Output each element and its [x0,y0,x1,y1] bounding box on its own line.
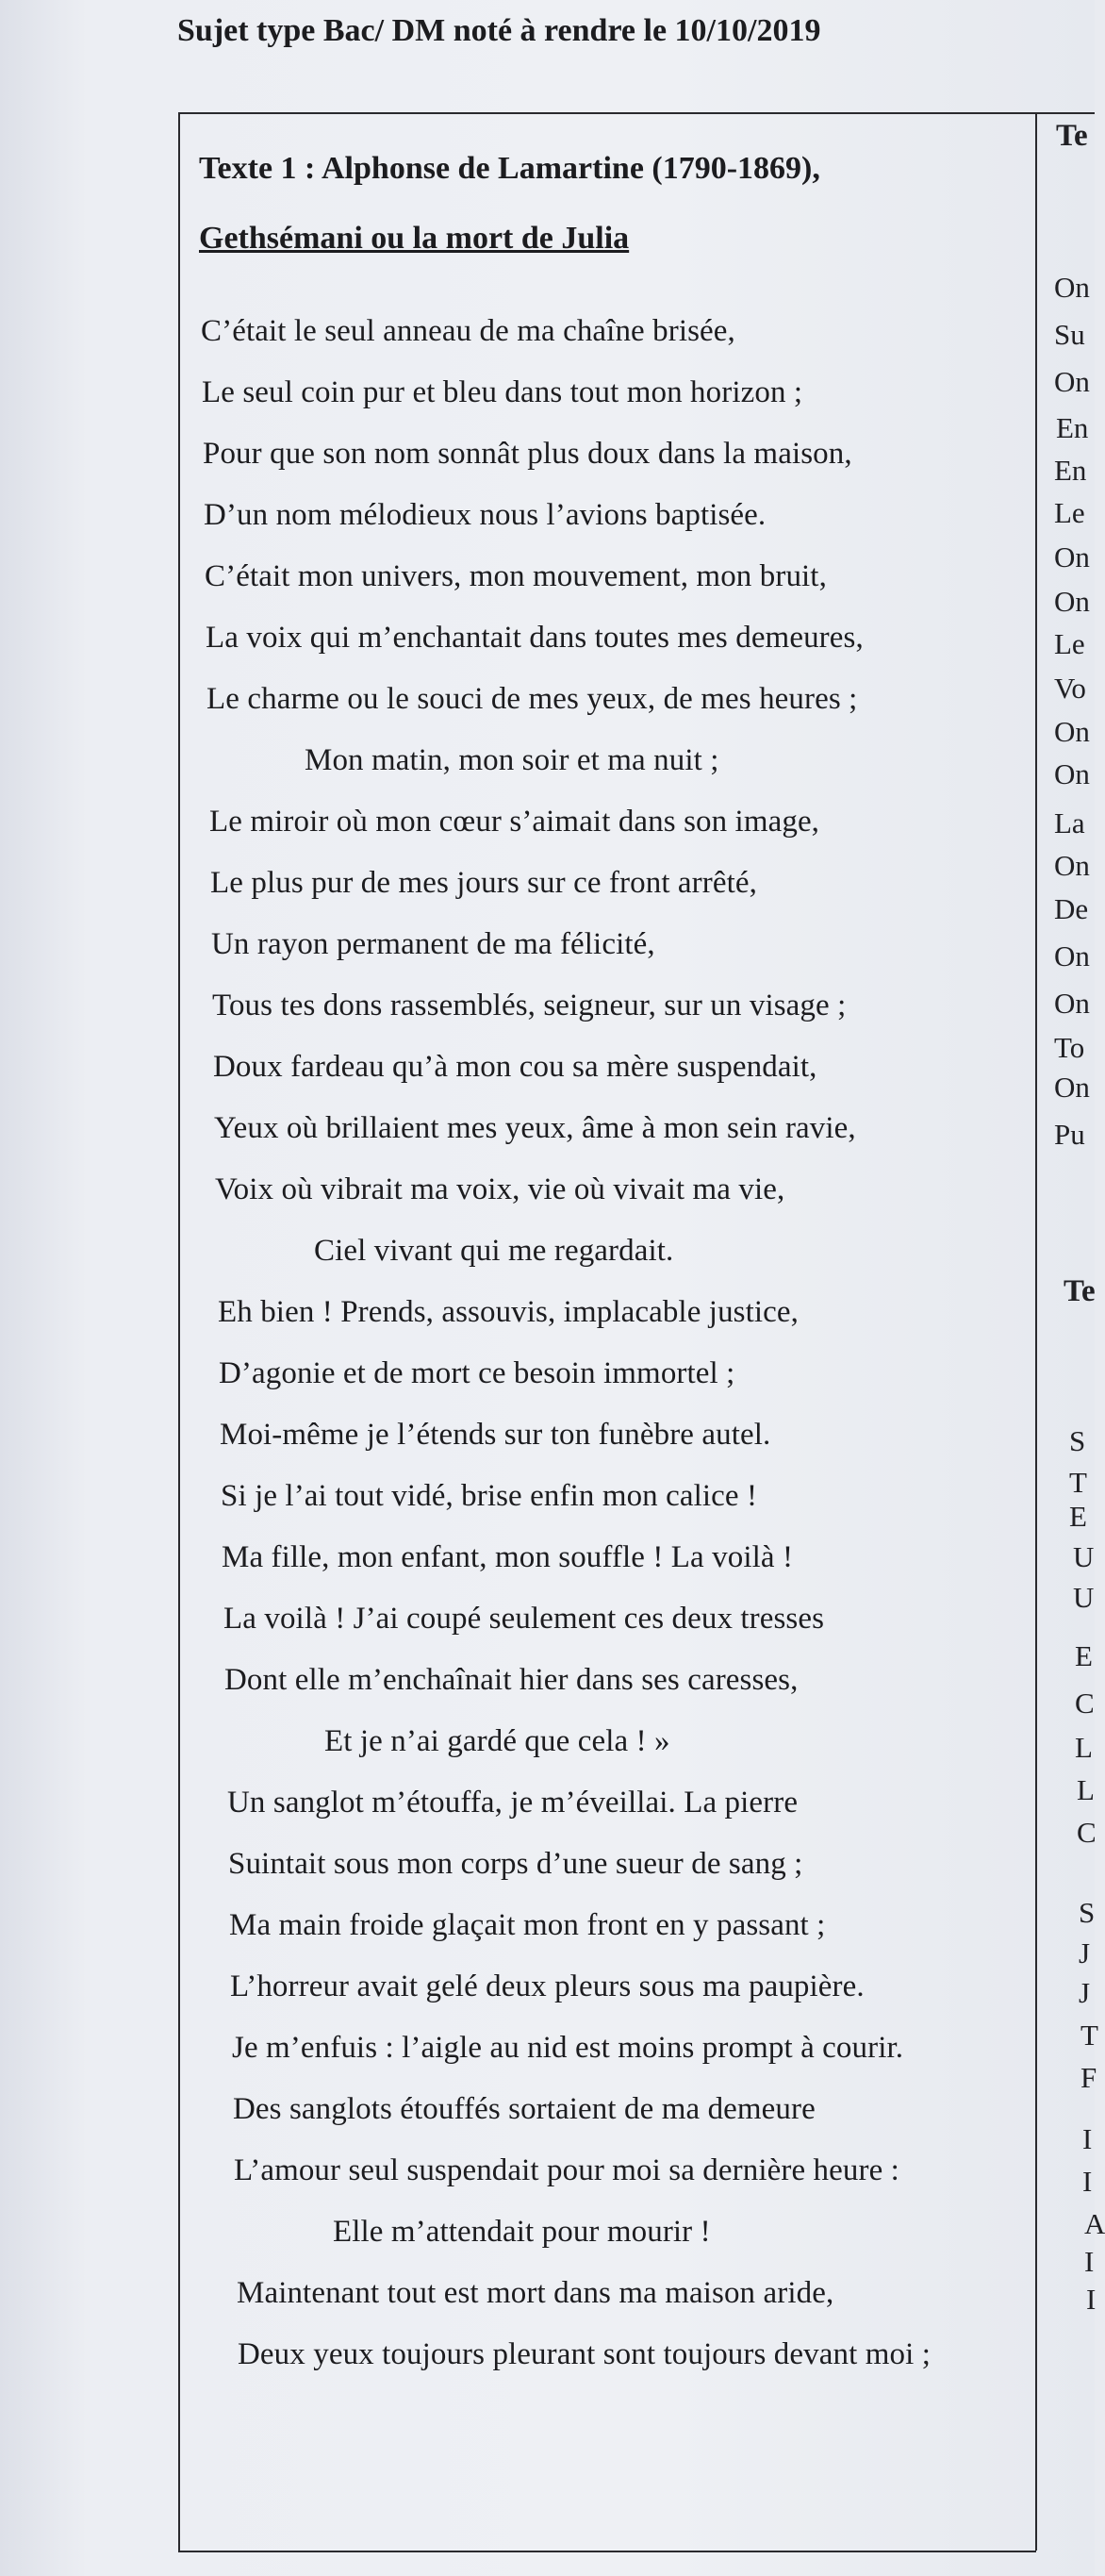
poem-line: L’amour seul suspendait pour moi sa dernière heure : [234,2153,899,2187]
poem-line: Yeux où brillaient mes yeux, âme à mon sein ravie, [214,1111,856,1145]
poem-line: Ciel vivant qui me regardait. [314,1234,674,1268]
right-column-fragment: De [1054,892,1089,925]
right-column-fragment: Te [1064,1274,1096,1308]
poem-line: Eh bien ! Prends, assouvis, implacable justice, [218,1295,799,1329]
poem-line: D’un nom mélodieux nous l’avions baptisée. [204,498,767,532]
right-column-fragment: On [1054,585,1090,618]
right-column-cropped [1037,0,1105,2576]
poem-line: La voix qui m’enchantait dans toutes mes demeures, [206,621,864,655]
right-column-fragment: On [1054,540,1090,573]
right-column-fragment: U [1073,1581,1095,1614]
right-column-fragment: E [1069,1500,1087,1533]
text-title: Texte 1 : Alphonse de Lamartine (1790-1869), [199,151,820,186]
right-column-fragment: J [1079,1976,1091,2009]
poem-line: Moi-même je l’étends sur ton funèbre autel. [220,1418,771,1452]
poem-line: Doux fardeau qu’à mon cou sa mère suspendait, [213,1050,817,1084]
right-column-fragment: Su [1054,318,1085,351]
poem-line: Je m’enfuis : l’aigle au nid est moins prompt à courir. [232,2031,904,2065]
right-column-fragment: F [1080,2061,1097,2094]
poem-line: Voix où vibrait ma voix, vie où vivait ma vie, [215,1172,785,1206]
right-column-fragment: T [1080,2019,1098,2052]
right-column-fragment: On [1054,271,1090,304]
document-header: Sujet type Bac/ DM noté à rendre le 10/10/2019 [177,13,821,48]
right-column-fragment: S [1079,1896,1096,1929]
poem-line: Deux yeux toujours pleurant sont toujours devant moi ; [238,2337,931,2371]
right-column-fragment: On [1054,849,1090,882]
right-column-fragment: Vo [1054,672,1086,705]
right-column-fragment: E [1075,1639,1093,1672]
right-column-fragment: I [1082,2122,1093,2155]
poem-line: Dont elle m’enchaînait hier dans ses caresses, [224,1663,799,1697]
right-column-fragment: La [1054,806,1085,839]
poem-line: Un rayon permanent de ma félicité, [211,927,655,961]
right-column-fragment: On [1054,757,1090,790]
poem-line: D’agonie et de mort ce besoin immortel ; [219,1356,735,1390]
right-column-fragment: I [1082,2165,1093,2198]
right-column-fragment: L [1075,1731,1093,1764]
poem-line: La voilà ! J’ai coupé seulement ces deux tresses [223,1602,825,1636]
right-column-fragment: To [1054,1031,1085,1064]
right-column-fragment: J [1079,1936,1091,1969]
poem-line: Le seul coin pur et bleu dans tout mon horizon ; [202,375,803,409]
right-column-fragment: On [1054,715,1090,748]
poem-title: Gethsémani ou la mort de Julia [199,221,630,256]
poem-line: Le miroir où mon cœur s’aimait dans son image, [209,805,820,839]
right-column-fragment: On [1054,365,1090,398]
poem-line: Et je n’ai gardé que cela ! » [324,1724,670,1758]
poem-line: Le charme ou le souci de mes yeux, de mes heures ; [206,682,858,716]
right-column-fragment: I [1084,2245,1095,2278]
right-column-fragment: L [1077,1773,1095,1806]
poem-line: Elle m’attendait pour mourir ! [333,2215,711,2249]
right-column-fragment: Le [1054,496,1085,529]
right-column-fragment: I [1086,2283,1097,2316]
right-column-fragment: On [1054,987,1090,1020]
poem-line: Un sanglot m’étouffa, je m’éveillai. La pierre [227,1786,799,1820]
poem-line: C’était mon univers, mon mouvement, mon bruit, [205,559,827,593]
poem-line: Tous tes dons rassemblés, seigneur, sur un visage ; [212,989,847,1022]
poem-line: Pour que son nom sonnât plus doux dans la maison, [203,437,852,471]
right-column-fragment: C [1075,1687,1095,1720]
right-column-fragment: U [1073,1540,1095,1573]
right-column-fragment: En [1054,454,1087,487]
poem-line: Suintait sous mon corps d’une sueur de sang ; [228,1847,803,1881]
poem-line: Si je l’ai tout vidé, brise enfin mon calice ! [221,1479,758,1513]
poem-line: Des sanglots étouffés sortaient de ma demeure [233,2092,816,2126]
poem-line: Maintenant tout est mort dans ma maison aride, [237,2276,834,2310]
right-column-fragment: On [1054,1071,1090,1104]
right-column-fragment: S [1069,1424,1086,1457]
poem-line: Le plus pur de mes jours sur ce front arrêté, [210,866,757,900]
poem-line: Ma main froide glaçait mon front en y passant ; [229,1908,826,1942]
poem-line: Ma fille, mon enfant, mon souffle ! La voilà ! [222,1540,794,1574]
right-column-fragment: Le [1054,627,1085,660]
right-column-fragment: C [1077,1816,1097,1849]
poem-line: L’horreur avait gelé deux pleurs sous ma paupière. [230,1969,865,2003]
right-column-fragment: Te [1056,119,1088,153]
right-column-fragment: T [1069,1466,1087,1499]
right-column-fragment: A [1084,2207,1105,2240]
right-column-fragment: Pu [1054,1118,1085,1151]
right-column-fragment: En [1056,411,1089,444]
poem-line: Mon matin, mon soir et ma nuit ; [305,743,719,777]
right-column-fragment: On [1054,939,1090,972]
poem-line: C’était le seul anneau de ma chaîne brisée, [201,314,735,348]
